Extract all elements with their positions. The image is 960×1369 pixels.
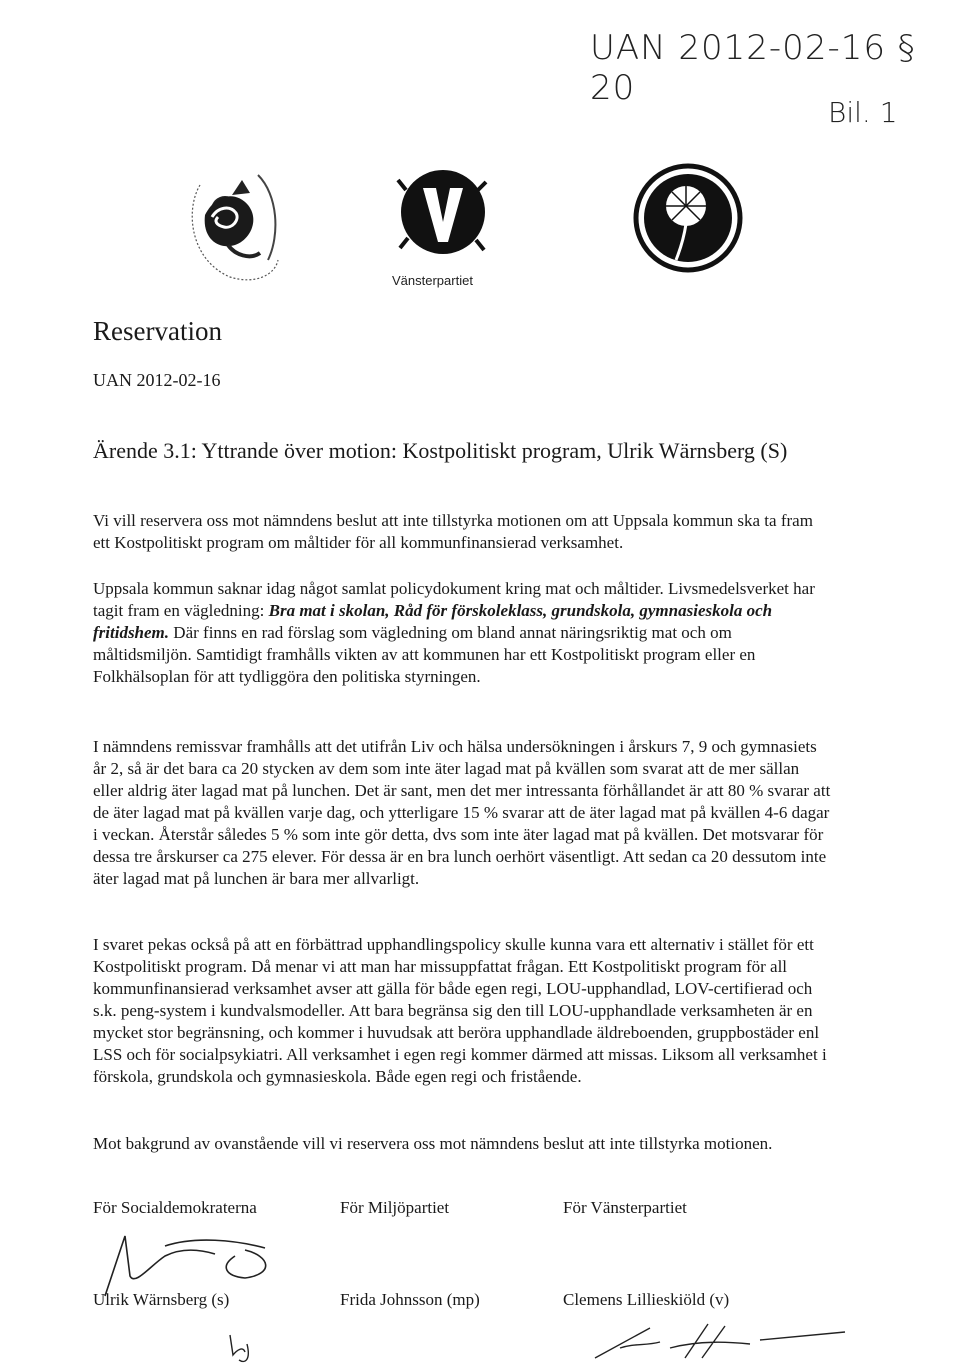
meeting-date: UAN 2012-02-16: [93, 370, 221, 390]
paragraph-2-intro: Uppsala kommun saknar idag något samlat policydokument kring mat och måltider. Livsmedelsverket har tagit fram en vägledning:: [93, 579, 815, 620]
handwritten-reference: UAN 2012-02-16 § 20: [590, 28, 916, 108]
signature-label-mp: För Miljöpartiet: [340, 1198, 450, 1217]
signature-name-v: Clemens Lillieskiöld (v): [563, 1290, 730, 1309]
signature-label-v: För Vänsterpartiet: [563, 1198, 687, 1217]
signature-label-s: För Socialdemokraterna: [93, 1198, 257, 1217]
dandelion-icon: [632, 162, 744, 274]
paragraph-3: I nämndens remissvar framhålls att det utifrån Liv och hälsa undersökningen i årskurs 7, 9 och gymnasiets år 2, så är det bara ca 20 stycken av dem som inte äter lagad mat på kvällen som svarat att de mer sällan eller aldrig äter lagad mat på lunchen. Det är sant, men det mer intressanta förhållandet är att 80 % svarar att de äter lagad mat på kvällen varje dag, och ytterligare 15 % svarar att de äter lagad mat på kvällen 4-6 dagar i veckan. Återstår således 5 % som inte gör detta, dvs som inte äter lagad mat på kvällen. Det motsvarar för dessa tre årskurser ca 275 elever. För dessa är en bra lunch oerhört väsentligt. Att sedan ca 20 dessutom inte äter lagad mat på lunchen är bara mer allvarligt.: [93, 737, 831, 888]
paragraph-5: Mot bakgrund av ovanstående vill vi reservera oss mot nämndens beslut att inte tillstyrka motionen.: [93, 1134, 773, 1153]
page-title: Reservation: [93, 316, 222, 346]
rose-in-hand-icon: [180, 165, 280, 290]
handwritten-signature-v: [590, 1318, 850, 1364]
paragraph-1: Vi vill reservera oss mot nämndens beslut att inte tillstyrka motionen om att Uppsala kommun ska ta fram ett Kostpolitiskt program om måltider för all kommunfinansierad verksamhet.: [93, 511, 813, 552]
paragraph-2: [93, 578, 833, 688]
paragraph-4: I svaret pekas också på att en förbättrad upphandlingspolicy skulle kunna vara ett alternativ i stället för ett Kostpolitiskt program. Då menar vi att man har missuppfattat frågan. Ett Kostpolitiskt program för all kommunfinansierad verksamhet avser att gälla för både egen regi, LOU-upphandlad, LOV-certifierad och s.k. peng-system i kundvalsmodeller. Att bara begränsa sig den till LOU-upphandlade verksamheten är en mycket stor begränsning, och kommer i huvudsak att beröra upphandlade äldreboenden, gruppbostäder enl LSS och för socialpsykiatri. All verksamhet i egen regi kommer därmed att missas. Liksom all verksamhet i förskola, grundskola och gymnasieskola. Både egen regi och fristående.: [93, 935, 827, 1086]
paragraph-2-rest: Där finns en rad förslag som vägledning om bland annat näringsriktig mat och om måltidsmiljön. Samtidigt framhålls vikten av att kommunen har ett Kostpolitiskt program eller en Folkhälsoplan för att tydliggöra den politiska styrningen.: [93, 623, 756, 686]
handwritten-attachment-number: Bil. 1: [828, 96, 898, 129]
signature-name-mp: Frida Johnsson (mp): [340, 1290, 480, 1309]
v-party-name: Vänsterpartiet: [392, 273, 473, 288]
v-letter-icon: [388, 160, 488, 270]
v-party-logo: [388, 160, 488, 290]
handwritten-initials: [225, 1330, 265, 1366]
signature-name-s: Ulrik Wärnsberg (s): [93, 1290, 230, 1309]
guideline-title: Bra mat i skolan, Råd för förskoleklass, grundskola, gymnasieskola och fritidshem.: [93, 601, 773, 642]
item-heading: Ärende 3.1: Yttrande över motion: Kostpolitiskt program, Ulrik Wärnsberg (S): [93, 438, 788, 463]
